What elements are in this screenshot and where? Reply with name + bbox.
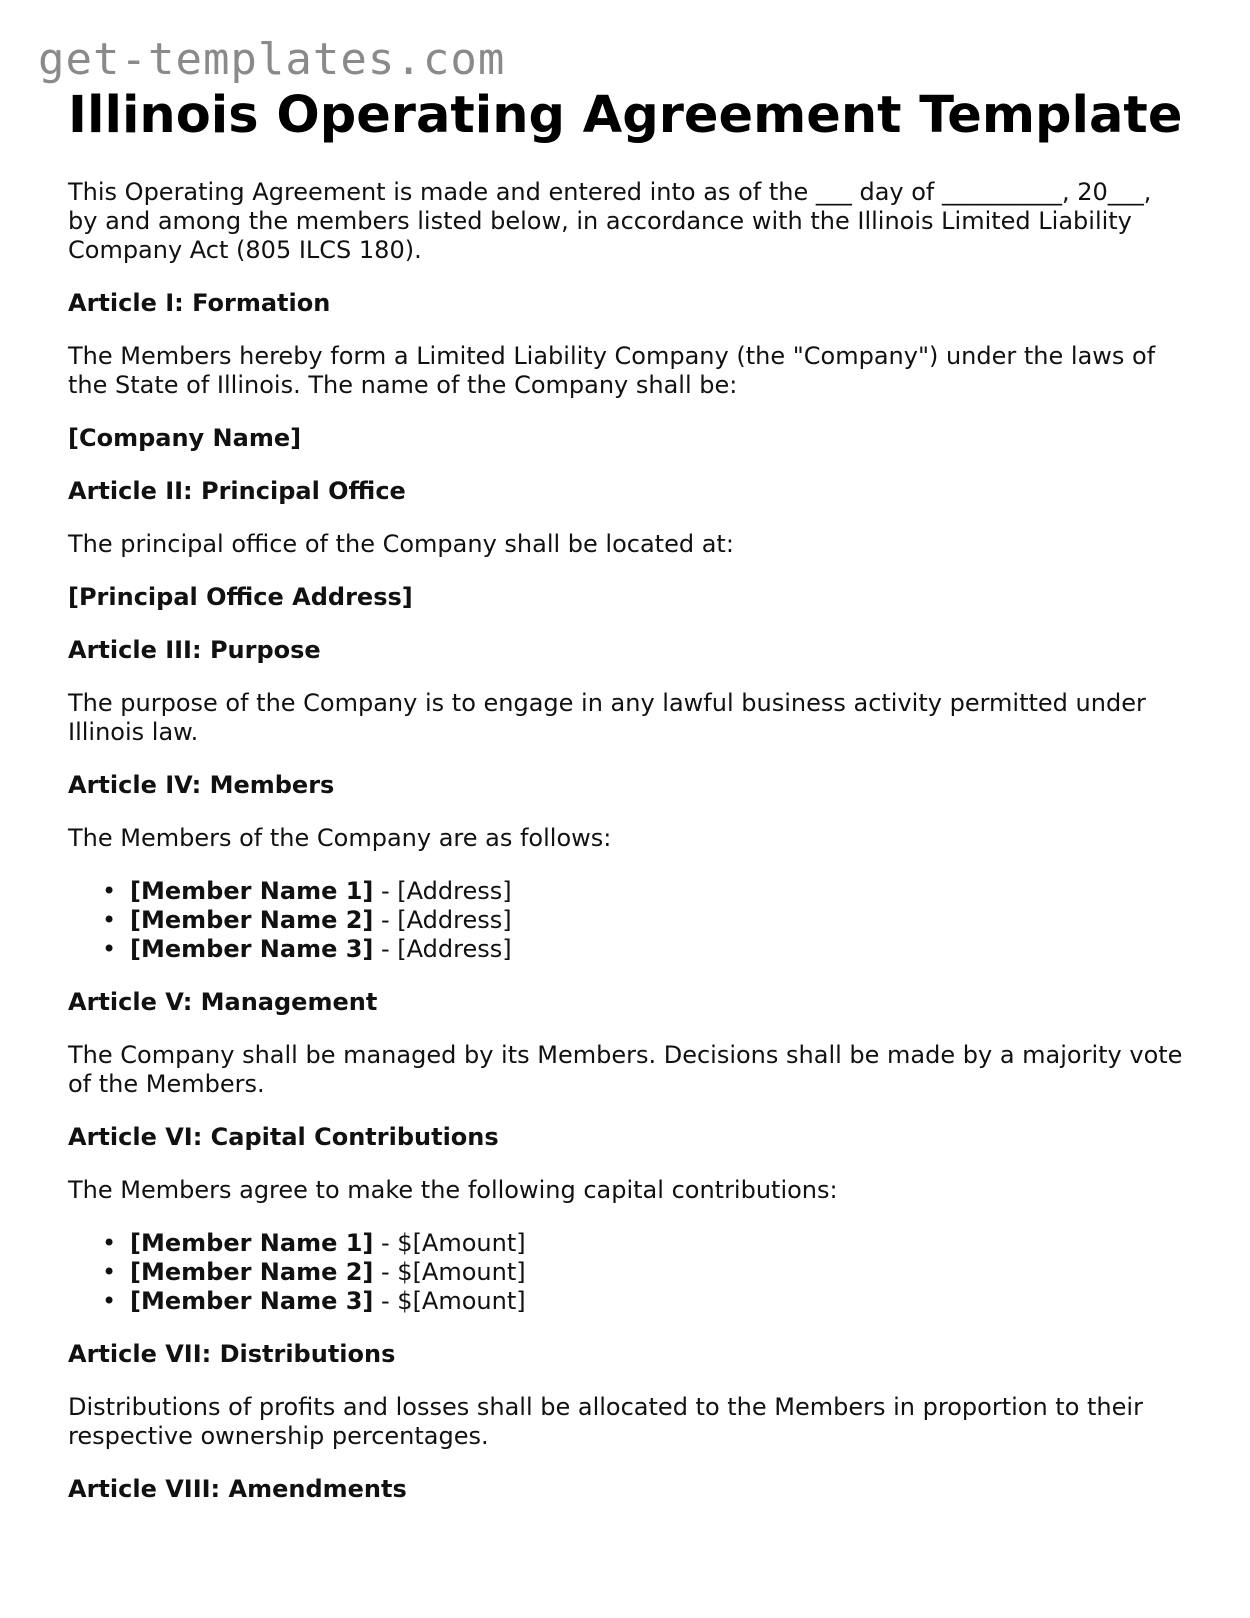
member-name: [Member Name 1] bbox=[130, 1229, 374, 1257]
list-item bbox=[68, 935, 1188, 964]
article-5-heading: Article V: Management bbox=[68, 988, 378, 1016]
article-4-text: The Members of the Company are as follows: bbox=[68, 824, 612, 852]
document-title: Illinois Operating Agreement Template bbox=[68, 86, 1183, 145]
article-2-heading: Article II: Principal Office bbox=[68, 477, 406, 505]
intro-paragraph: This Operating Agreement is made and entered into as of the ___ day of __________, 20___, by and among the members listed below, in accordance with the Illinois Limited Liability Company Act (805 ILCS 180). bbox=[68, 178, 1152, 264]
contribution-amount: - $[Amount] bbox=[373, 1287, 526, 1315]
contribution-amount: - $[Amount] bbox=[373, 1258, 526, 1286]
article-8-heading: Article VIII: Amendments bbox=[68, 1475, 407, 1503]
office-address-placeholder: [Principal Office Address] bbox=[68, 583, 413, 611]
member-name: [Member Name 2] bbox=[130, 1258, 374, 1286]
list-item bbox=[68, 877, 1188, 906]
list-item bbox=[68, 1287, 1188, 1316]
members-list bbox=[68, 877, 1188, 964]
article-7-heading: Article VII: Distributions bbox=[68, 1340, 396, 1368]
member-detail: - [Address] bbox=[373, 935, 512, 963]
document-page bbox=[68, 84, 1188, 1528]
article-6-heading: Article VI: Capital Contributions bbox=[68, 1123, 499, 1151]
member-name: [Member Name 3] bbox=[130, 935, 374, 963]
member-name: [Member Name 2] bbox=[130, 906, 374, 934]
member-name: [Member Name 1] bbox=[130, 877, 374, 905]
article-7-text: Distributions of profits and losses shall be allocated to the Members in proportion to their respective ownership percentages. bbox=[68, 1393, 1143, 1450]
company-name-placeholder: [Company Name] bbox=[68, 424, 302, 452]
article-4-heading: Article IV: Members bbox=[68, 771, 335, 799]
article-3-text: The purpose of the Company is to engage in any lawful business activity permitted under Illinois law. bbox=[68, 689, 1146, 746]
article-1-heading: Article I: Formation bbox=[68, 289, 331, 317]
contributions-list bbox=[68, 1229, 1188, 1316]
article-1-text: The Members hereby form a Limited Liability Company (the "Company") under the laws of the State of Illinois. The name of the Company shall be: bbox=[68, 342, 1156, 399]
article-6-text: The Members agree to make the following capital contributions: bbox=[68, 1176, 838, 1204]
member-name: [Member Name 3] bbox=[130, 1287, 374, 1315]
list-item bbox=[68, 906, 1188, 935]
article-3-heading: Article III: Purpose bbox=[68, 636, 321, 664]
contribution-amount: - $[Amount] bbox=[373, 1229, 526, 1257]
article-2-text: The principal office of the Company shall be located at: bbox=[68, 530, 734, 558]
member-detail: - [Address] bbox=[373, 877, 512, 905]
member-detail: - [Address] bbox=[373, 906, 512, 934]
watermark: get-templates.com bbox=[38, 34, 506, 85]
list-item bbox=[68, 1258, 1188, 1287]
article-5-text: The Company shall be managed by its Members. Decisions shall be made by a majority vote of the Members. bbox=[68, 1041, 1183, 1098]
list-item bbox=[68, 1229, 1188, 1258]
